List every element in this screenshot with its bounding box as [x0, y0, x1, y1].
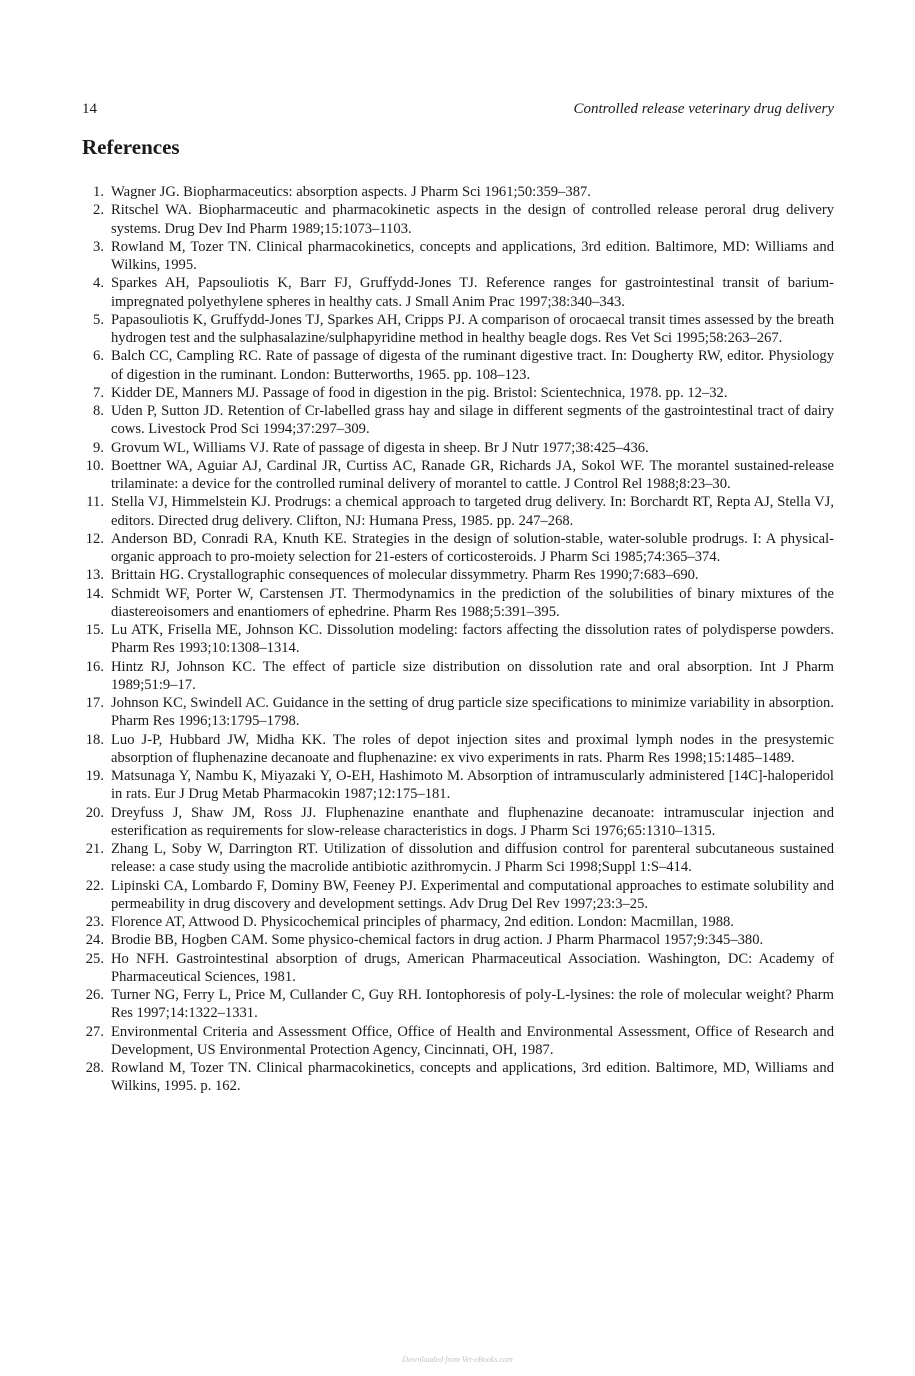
reference-text: Grovum WL, Williams VJ. Rate of passage of digesta in sheep. Br J Nutr 1977;38:425–436. [111, 439, 649, 456]
reference-text: Brodie BB, Hogben CAM. Some physico-chemical factors in drug action. J Pharm Pharmacol 1957;9:345–380. [111, 932, 764, 949]
reference-number: 14. [85, 585, 104, 602]
reference-item [82, 347, 834, 384]
reference-item [82, 694, 834, 731]
reference-text: Uden P, Sutton JD. Retention of Cr-labelled grass hay and silage in different segments of the gastrointestinal tract of dairy cows. Livestock Prod Sci 1994;37:297–309. [111, 403, 834, 438]
reference-text: Balch CC, Campling RC. Rate of passage of digesta of the ruminant digestive tract. In: Dougherty RW, editor. Physiology of digestion in the ruminant. London: Butterworths, 1965. pp. 108–123. [111, 348, 834, 383]
reference-number: 2. [93, 202, 104, 219]
reference-item [82, 201, 834, 238]
reference-item [82, 1059, 834, 1096]
reference-item [82, 913, 834, 931]
reference-number: 12. [85, 530, 104, 547]
reference-item [82, 183, 834, 201]
reference-item [82, 402, 834, 439]
reference-number: 22. [85, 877, 104, 894]
reference-item [82, 950, 834, 987]
reference-number: 7. [93, 384, 104, 401]
reference-number: 5. [93, 311, 104, 328]
reference-text: Sparkes AH, Papsouliotis K, Barr FJ, Gruffydd-Jones TJ. Reference ranges for gastrointestinal transit of barium-impregnated polyethylene spheres in healthy cats. J Small Anim Prac 1997;38:340–343. [111, 275, 834, 310]
reference-item [82, 585, 834, 622]
reference-text: Boettner WA, Aguiar AJ, Cardinal JR, Curtiss AC, Ranade GR, Richards JA, Sokol WF. The morantel sustained-release trilaminate: a device for the controlled ruminal delivery of morantel to cattle. J Control Rel 1988;8:23–30. [111, 457, 834, 492]
reference-number: 3. [93, 238, 104, 255]
reference-number: 24. [85, 932, 104, 949]
reference-number: 1. [93, 184, 104, 200]
reference-text: Dreyfuss J, Shaw JM, Ross JJ. Fluphenazine enanthate and fluphenazine decanoate: intramuscular injection and esterification as requirements for slow-release characteristics in dogs. J Pharm Sci 1976;65:1310–1315. [111, 804, 834, 839]
reference-text: Schmidt WF, Porter W, Carstensen JT. Thermodynamics in the prediction of the solubilities of binary mixtures of the diastereoisomers and enantiomers of ephedrine. Pharm Res 1988;5:391–395. [111, 585, 834, 620]
page-header [82, 101, 834, 121]
reference-number: 15. [85, 622, 104, 638]
reference-text: Wagner JG. Biopharmaceutics: absorption aspects. J Pharm Sci 1961;50:359–387. [111, 184, 591, 200]
reference-list [82, 183, 834, 1096]
reference-item [82, 530, 834, 567]
running-title: Controlled release veterinary drug delivery [573, 101, 834, 117]
reference-number: 23. [85, 914, 104, 930]
reference-item [82, 840, 834, 877]
reference-item [82, 311, 834, 348]
reference-text: Lipinski CA, Lombardo F, Dominy BW, Feeney PJ. Experimental and computational approaches to estimate solubility and permeability in drug discovery and development settings. Adv Drug Del Rev 1997;23:3–25. [111, 877, 834, 912]
reference-text: Stella VJ, Himmelstein KJ. Prodrugs: a chemical approach to targeted drug delivery. In: Borchardt RT, Repta AJ, Stella VJ, editors. Directed drug delivery. Clifton, NJ: Humana Press, 1985. pp. 247–268. [111, 494, 834, 529]
reference-number: 26. [85, 987, 104, 1003]
reference-item [82, 384, 834, 402]
reference-number: 27. [85, 1023, 104, 1040]
reference-number: 25. [85, 950, 104, 967]
reference-item [82, 931, 834, 949]
reference-number: 19. [85, 768, 104, 784]
reference-item [82, 767, 834, 804]
reference-item [82, 986, 834, 1023]
reference-item [82, 238, 834, 275]
reference-text: Johnson KC, Swindell AC. Guidance in the setting of drug particle size specifications to minimize variability in absorption. Pharm Res 1996;13:1795–1798. [111, 695, 834, 730]
section-title: References [82, 135, 180, 159]
reference-number: 10. [85, 457, 104, 474]
reference-item [82, 439, 834, 457]
reference-item [82, 457, 834, 494]
reference-number: 20. [85, 804, 104, 821]
reference-item [82, 566, 834, 584]
reference-text: Anderson BD, Conradi RA, Knuth KE. Strategies in the design of solution-stable, water-soluble prodrugs. I: A physical-organic approach to pro-moiety selection for 21-esters of corticosteroids. J Pharm Sci 1985;74:365–374. [111, 530, 834, 565]
reference-number: 4. [93, 275, 104, 292]
reference-number: 9. [93, 439, 104, 456]
reference-number: 8. [93, 403, 104, 419]
reference-text: Turner NG, Ferry L, Price M, Cullander C, Guy RH. Iontophoresis of poly-L-lysines: the role of molecular weight? Pharm Res 1997;14:1322–1331. [111, 987, 834, 1022]
reference-item [82, 804, 834, 841]
reference-number: 6. [93, 348, 104, 365]
reference-text: Brittain HG. Crystallographic consequences of molecular dissymmetry. Pharm Res 1990;7:683–690. [111, 567, 699, 584]
reference-text: Hintz RJ, Johnson KC. The effect of particle size distribution on dissolution rate and oral absorption. Int J Pharm 1989;51:9–17. [111, 658, 834, 693]
reference-text: Environmental Criteria and Assessment Office, Office of Health and Environmental Assessment, Office of Research and Development, US Environmental Protection Agency, Cincinnati, OH, 1987. [111, 1023, 834, 1058]
reference-item [82, 621, 834, 658]
reference-text: Papasouliotis K, Gruffydd-Jones TJ, Sparkes AH, Cripps PJ. A comparison of orocaecal transit times assessed by the breath hydrogen test and the sulphasalazine/sulphapyridine method in healthy beagle dogs. Res Vet Sci 1995;58:263–267. [111, 311, 834, 346]
reference-text: Ritschel WA. Biopharmaceutic and pharmacokinetic aspects in the design of controlled release peroral drug delivery systems. Drug Dev Ind Pharm 1989;15:1073–1103. [111, 202, 834, 237]
reference-text: Rowland M, Tozer TN. Clinical pharmacokinetics, concepts and applications, 3rd edition. Baltimore, MD: Williams and Wilkins, 1995. [111, 238, 834, 273]
reference-text: Kidder DE, Manners MJ. Passage of food in digestion in the pig. Bristol: Scientechnica, 1978. pp. 12–32. [111, 384, 728, 401]
reference-item [82, 274, 834, 311]
reference-item [82, 877, 834, 914]
reference-number: 17. [85, 695, 104, 711]
download-watermark: Downloaded from Vet-eBooks.com [402, 1355, 513, 1364]
reference-number: 13. [85, 567, 104, 584]
reference-text: Lu ATK, Frisella ME, Johnson KC. Dissolution modeling: factors affecting the dissolution rates of polydisperse powders. Pharm Res 1993;10:1308–1314. [111, 622, 834, 657]
reference-item [82, 731, 834, 768]
reference-text: Florence AT, Attwood D. Physicochemical principles of pharmacy, 2nd edition. London: Macmillan, 1988. [111, 914, 734, 930]
reference-text: Ho NFH. Gastrointestinal absorption of drugs, American Pharmaceutical Association. Washington, DC: Academy of Pharmaceutical Sciences, 1981. [111, 950, 834, 985]
reference-item [82, 1023, 834, 1060]
reference-number: 21. [85, 841, 104, 857]
page-number: 14 [82, 101, 97, 117]
reference-number: 16. [85, 658, 104, 675]
reference-number: 28. [85, 1060, 104, 1076]
reference-number: 18. [85, 731, 104, 748]
reference-text: Luo J-P, Hubbard JW, Midha KK. The roles of depot injection sites and proximal lymph nodes in the presystemic absorption of fluphenazine decanoate and fluphenazine: ex vivo experiments in rats. Pharm Res 1998;15:1485–1489. [111, 731, 834, 766]
reference-number: 11. [86, 494, 104, 511]
reference-text: Zhang L, Soby W, Darrington RT. Utilization of dissolution and diffusion control for parenteral subcutaneous sustained release: a case study using the macrolide antibiotic azithromycin. J Pharm Sci 1998;Suppl 1:S–414. [111, 841, 834, 876]
reference-item [82, 493, 834, 530]
reference-text: Rowland M, Tozer TN. Clinical pharmacokinetics, concepts and applications, 3rd edition. Baltimore, MD, Williams and Wilkins, 1995. p. 162. [111, 1060, 834, 1095]
reference-item [82, 658, 834, 695]
reference-text: Matsunaga Y, Nambu K, Miyazaki Y, O-EH, Hashimoto M. Absorption of intramuscularly administered [14C]-haloperidol in rats. Eur J Drug Metab Pharmacokin 1987;12:175–181. [111, 768, 834, 803]
